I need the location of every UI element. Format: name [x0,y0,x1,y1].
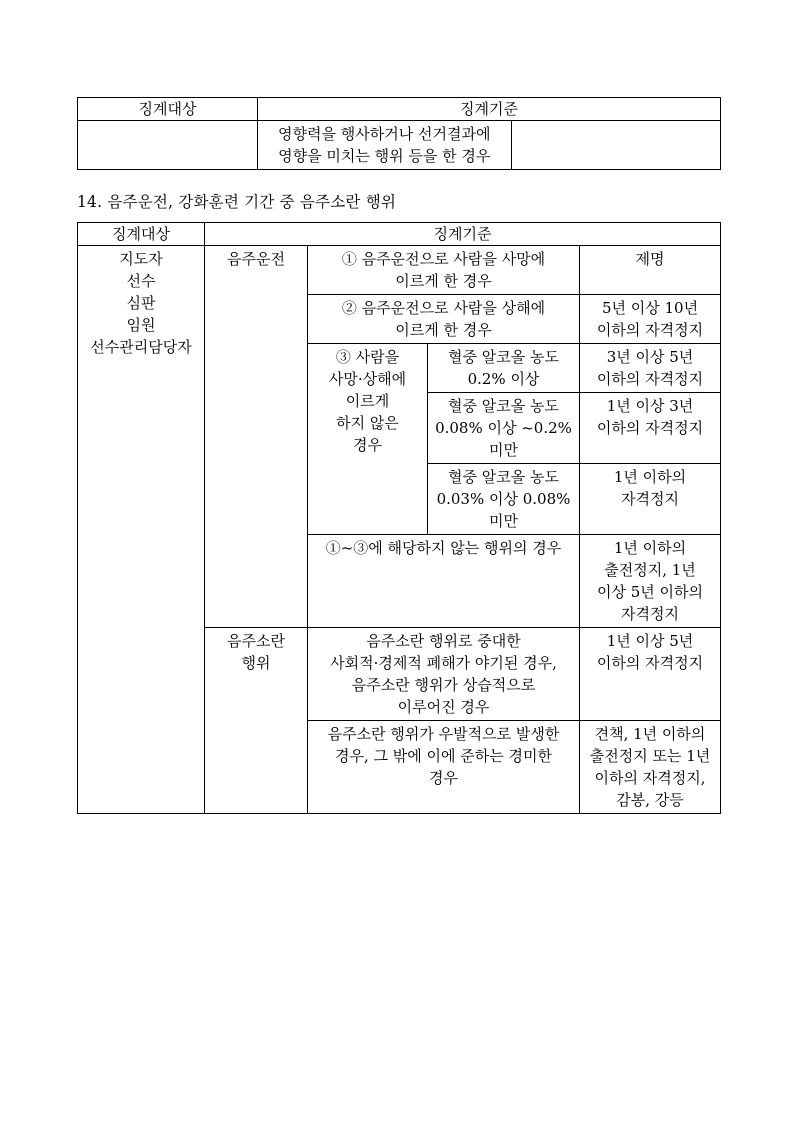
criteria-cell [258,121,721,170]
criteria-empty [511,121,721,169]
bac-line: 0.2% 이상 [467,370,540,388]
category-drunk-driving: 음주운전 [205,246,308,628]
penalty-injury [580,295,721,344]
category-line: 행위 [241,654,271,672]
case-line: 음주소란 행위가 상습적으로 [351,676,536,694]
penalty-line: 감봉, 강등 [616,791,684,809]
penalty-minor-disturbance [580,721,721,814]
target-item: 선수 [126,272,156,290]
category-line: 음주소란 [227,632,285,650]
penalty-bac-2 [580,393,721,464]
section-heading: 14. 음주운전, 강화훈련 기간 중 음주소란 행위 [77,193,397,211]
penalty-line: 출전정지 또는 1년 [589,747,711,765]
case-death [308,246,580,295]
bac-line: 0.03% 이상 0.08% [436,490,571,508]
penalty-line: 제명 [635,250,665,268]
case-minor-disturbance [308,721,580,814]
target-item: 지도자 [119,250,163,268]
penalty-bac-1 [580,344,721,393]
penalty-line: 1년 이상 5년 [606,632,694,650]
penalty-line: 5년 이상 10년 [601,299,699,317]
case-line: 음주소란 행위로 중대한 [366,632,521,650]
bac-line: 미만 [489,512,518,530]
case-line: 하지 않은 [336,414,399,432]
penalty-line: 3년 이상 5년 [606,348,694,366]
penalty-death [580,246,721,295]
criteria-line: 영향을 미치는 행위 등을 한 경우 [278,147,491,165]
criteria-text [258,121,511,169]
header-target: 징계대상 [78,223,205,246]
header-criteria: 징계기준 [205,223,721,246]
case-no-harm [308,344,428,535]
case-line: ③ 사람을 [335,348,400,366]
case-line: 음주소란 행위가 우발적으로 발생한 [327,725,560,743]
target-item: 임원 [126,316,156,334]
bac-line: 혈중 알코올 농도 [448,397,559,415]
penalty-line: 이하의 자격정지 [596,654,704,672]
case-serious-disturbance [308,628,580,721]
target-item: 선수관리담당자 [90,338,192,356]
penalty-serious-disturbance [580,628,721,721]
header-criteria: 징계기준 [258,98,721,121]
category-disturbance [205,628,308,814]
case-line: 사망·상해에 [328,370,407,388]
penalty-line: 이하의 자격정지 [596,419,704,437]
case-line: ② 음주운전으로 사람을 상해에 [341,299,546,317]
penalty-line: 견책, 1년 이하의 [594,725,706,743]
bac-line: 혈중 알코올 농도 [448,348,559,366]
criteria-inner [258,121,721,169]
penalty-line: 이상 5년 이하의 [597,583,704,601]
bac-line: 미만 [489,441,518,459]
penalty-line: 이하의 자격정지 [596,370,704,388]
penalty-line: 이하의 자격정지, [594,769,706,787]
case-line: 이르게 한 경우 [395,272,492,290]
case-line: 이루어진 경우 [397,698,490,716]
penalty-line: 자격정지 [621,605,679,623]
penalty-line: 1년 이하의 [613,539,687,557]
case-injury [308,295,580,344]
bac-level-2 [428,393,580,464]
penalty-line: 1년 이하의 [613,468,687,486]
criteria-line: 영향력을 행사하거나 선거결과에 [278,125,491,143]
target-list [78,246,205,814]
case-line: 경우 [429,769,458,787]
target-cell-empty [78,121,258,170]
penalty-line: 출전정지, 1년 [604,561,696,579]
penalty-line: 1년 이상 3년 [606,397,694,415]
case-line: 이르게 한 경우 [395,321,492,339]
case-other: ①~③에 해당하지 않는 행위의 경우 [308,535,580,628]
bac-level-1 [428,344,580,393]
case-line: 사회적·경제적 폐해가 야기된 경우, [330,654,557,672]
case-line: 경우 [353,436,382,454]
target-item: 심판 [126,294,156,312]
bac-level-3 [428,464,580,535]
header-target: 징계대상 [78,98,258,121]
case-line: ① 음주운전으로 사람을 사망에 [341,250,546,268]
case-line: 이르게 [345,392,390,410]
case-line: 경우, 그 밖에 이에 준하는 경미한 [335,747,552,765]
penalty-other [580,535,721,628]
penalty-line: 자격정지 [621,490,679,508]
continuation-table [77,97,721,170]
bac-line: 0.08% 이상 ~0.2% [435,419,572,437]
penalty-bac-3 [580,464,721,535]
penalty-line: 이하의 자격정지 [596,321,704,339]
bac-line: 혈중 알코올 농도 [448,468,559,486]
discipline-table [77,222,721,814]
